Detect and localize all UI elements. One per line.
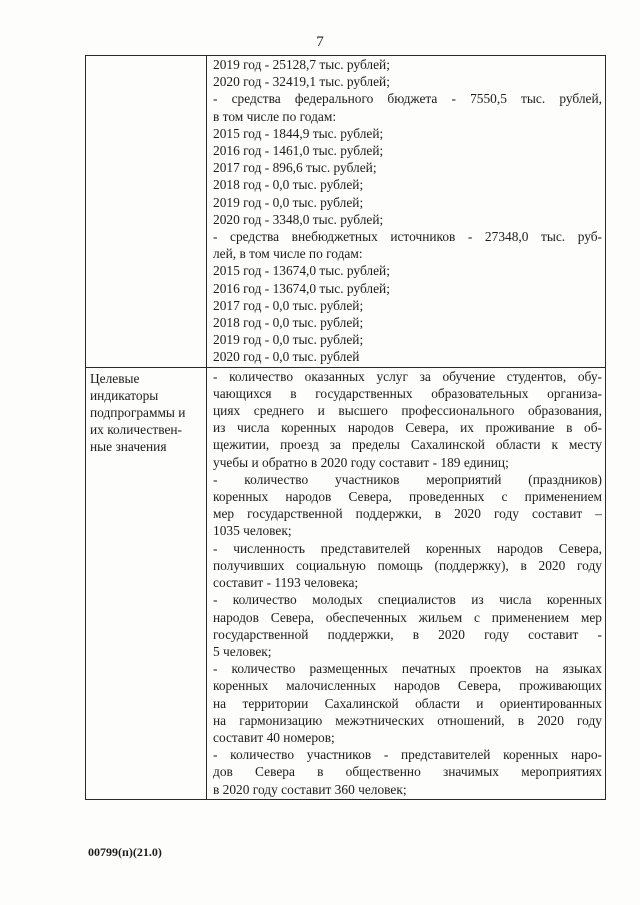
financing-line: 2018 год - 0,0 тыс. рублей;: [213, 177, 364, 193]
indicator-line: мер государственной поддержки, в 2020 году составит –: [213, 506, 602, 522]
financing-line: 2020 год - 0,0 тыс. рублей: [213, 349, 360, 365]
passport-table: [85, 55, 606, 800]
financing-row: [86, 56, 606, 368]
indicator-line: на гармонизацию межэтнических отношений, в 2020 году: [213, 712, 602, 728]
indicators-row: [86, 367, 606, 799]
financing-label-cell: [86, 56, 207, 368]
indicator-line: на территории Сахалинской области и ориентированных: [213, 695, 602, 711]
indicator-line: щежитии, проезд за пределы Сахалинской области к месту: [213, 437, 602, 453]
financing-line: 2015 год - 13674,0 тыс. рублей;: [213, 263, 390, 279]
indicators-label-line: ные значения: [90, 439, 167, 455]
indicator-line: народов Севера, обеспеченных жильем с применением мер: [213, 609, 602, 625]
financing-line: лей, в том числе по годам:: [213, 246, 363, 262]
indicators-label-line: подпрограммы и: [90, 405, 186, 421]
indicator-line: коренных народов Севера, проведенных с применением: [213, 489, 602, 505]
indicator-line: - численность представителей коренных народов Севера,: [213, 540, 602, 556]
indicators-label-line: их количествен-: [90, 422, 183, 438]
indicator-line: - количество участников мероприятий (праздников): [213, 471, 602, 487]
financing-line: 2019 год - 25128,7 тыс. рублей;: [213, 57, 390, 72]
indicator-line: - количество размещенных печатных проектов на языках: [213, 661, 602, 677]
financing-line: 2020 год - 3348,0 тыс. рублей;: [213, 211, 384, 227]
financing-line: 2020 год - 32419,1 тыс. рублей;: [213, 74, 390, 90]
financing-line: 2019 год - 0,0 тыс. рублей;: [213, 332, 364, 348]
financing-line: 2016 год - 1461,0 тыс. рублей;: [213, 143, 384, 159]
indicator-line: составит 40 номеров;: [213, 729, 335, 745]
financing-line: в том числе по годам:: [213, 108, 337, 124]
page-number: 7: [316, 34, 324, 50]
indicator-line: 1035 человек;: [213, 523, 292, 539]
document-code: 00799(п)(21.0): [88, 845, 162, 859]
indicator-line: дов Севера в общественно значимых мероприятиях: [213, 764, 602, 780]
indicators-label-line: индикаторы: [90, 387, 159, 403]
indicator-line: получивших социальную помощь (поддержку), в 2020 году: [213, 557, 602, 573]
financing-line: - средства внебюджетных источников - 27348,0 тыс. руб-: [213, 229, 602, 245]
indicator-line: - количество молодых специалистов из числа коренных: [213, 592, 602, 608]
indicator-line: из числа коренных народов Севера, их проживание в об-: [213, 420, 602, 436]
indicator-line: в 2020 году составит 360 человек;: [213, 781, 407, 797]
financing-line: 2017 год - 0,0 тыс. рублей;: [213, 297, 364, 313]
indicator-line: циях среднего и высшего профессионального образования,: [213, 403, 602, 419]
financing-line: - средства федерального бюджета - 7550,5 тыс. рублей,: [213, 91, 602, 107]
indicator-line: коренных малочисленных народов Севера, проживающих: [213, 678, 602, 694]
financing-line: 2016 год - 13674,0 тыс. рублей;: [213, 280, 390, 296]
financing-line: 2017 год - 896,6 тыс. рублей;: [213, 160, 377, 176]
financing-line: 2015 год - 1844,9 тыс. рублей;: [213, 125, 384, 141]
indicator-line: чающихся в государственных образовательных организа-: [213, 385, 602, 401]
indicator-line: - количество оказанных услуг за обучение студентов, обу-: [213, 368, 602, 384]
financing-value-cell: [207, 56, 606, 368]
indicator-line: - количество участников - представителей коренных наро-: [213, 747, 602, 763]
indicators-label-cell: [86, 367, 207, 799]
financing-line: 2019 год - 0,0 тыс. рублей;: [213, 194, 364, 210]
indicator-line: государственной поддержки, в 2020 году составит -: [213, 626, 602, 642]
financing-line: 2018 год - 0,0 тыс. рублей;: [213, 315, 364, 331]
indicator-line: составит - 1193 человека;: [213, 575, 359, 591]
indicator-line: учебы и обратно в 2020 году составит - 189 единиц;: [213, 454, 509, 470]
indicators-label-line: Целевые: [90, 370, 140, 386]
indicator-line: 5 человек;: [213, 643, 272, 659]
indicators-value-cell: [207, 367, 606, 799]
